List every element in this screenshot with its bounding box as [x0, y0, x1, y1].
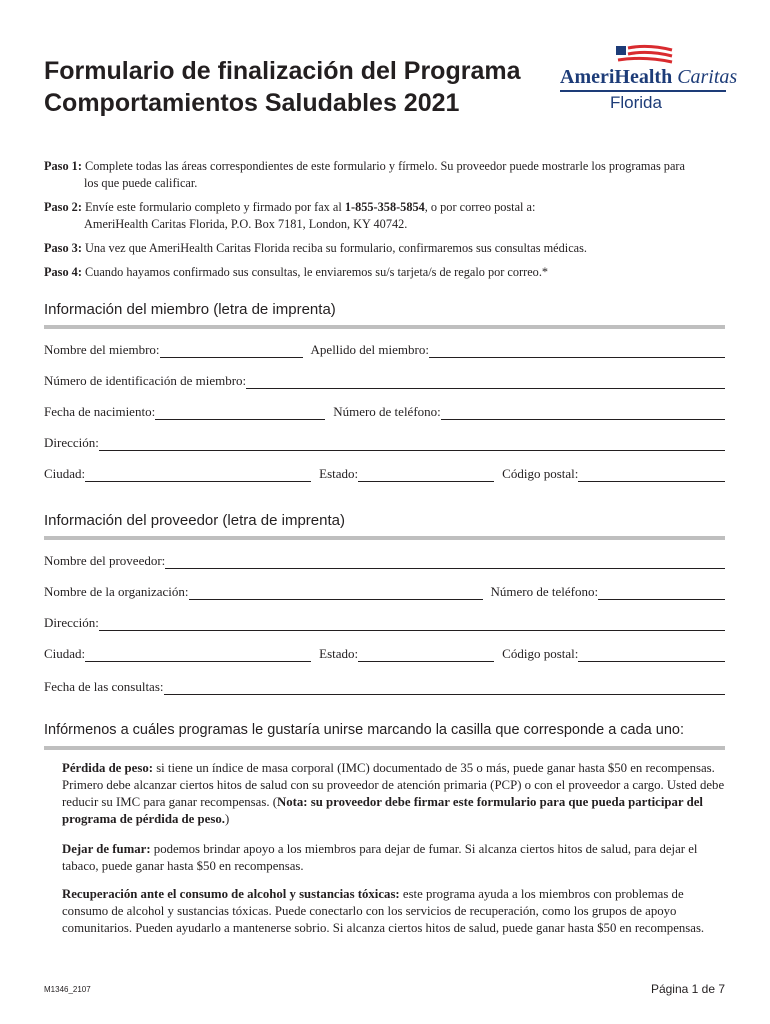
member-phone-field[interactable] [441, 405, 725, 420]
member-city-field[interactable] [85, 467, 311, 482]
provider-section-divider [44, 536, 725, 540]
member-dob-field[interactable] [155, 405, 325, 420]
member-section-divider [44, 325, 725, 329]
program-weight-loss-name: Pérdida de peso: [62, 761, 153, 775]
title-line-2: Comportamientos Saludables 2021 [44, 89, 460, 117]
member-address-field[interactable] [99, 436, 725, 451]
program-recovery-name: Recuperación ante el consumo de alcohol y sustancias tóxicas: [62, 887, 400, 901]
provider-city-row: Ciudad: Estado: Código postal: [44, 642, 725, 662]
member-lastname-field[interactable] [429, 343, 725, 358]
member-zip-field[interactable] [578, 467, 725, 482]
program-substance-recovery[interactable]: Recuperación ante el consumo de alcohol y sustancias tóxicas: este programa ayuda a los miembros con problemas de consumo de alcohol y sustancias tóxicas. Puede conectarlo con los servicios de recuperación, como los grupos de apoyo comunitarios. Pueden ayudarlo a mantenerse sobrio. Si alcanza ciertos hitos de salud, puede ganar hasta $50 en recompensas. [62, 887, 705, 935]
provider-state-field[interactable] [358, 647, 494, 662]
member-state-field[interactable] [358, 467, 494, 482]
logo-brand: AmeriHealth Caritas [560, 66, 738, 88]
page-title [44, 55, 521, 119]
member-city-row: Ciudad: Estado: Código postal: [44, 462, 725, 482]
member-id-row: Número de identificación de miembro: [44, 369, 725, 389]
logo-subtitle: Florida [610, 93, 662, 112]
provider-section-title: Información del proveedor (letra de imprenta) [44, 512, 345, 529]
provider-address-row: Dirección: [44, 611, 725, 631]
provider-dates-row: Fecha de las consultas: [44, 675, 725, 695]
logo-divider [560, 90, 726, 92]
provider-phone-field[interactable] [598, 585, 725, 600]
member-name-row: Nombre del miembro: Apellido del miembro: [44, 338, 725, 358]
step-3: Paso 3: Una vez que AmeriHealth Caritas Florida reciba su formulario, confirmaremos sus consultas médicas. [44, 241, 587, 255]
provider-zip-field[interactable] [578, 647, 725, 662]
member-dob-row: Fecha de nacimiento: Número de teléfono: [44, 400, 725, 420]
page-number: Página 1 de 7 [650, 982, 725, 996]
program-weight-loss[interactable]: Pérdida de peso: si tiene un índice de masa corporal (IMC) documentado de 35 o más, puede ganar hasta $50 en recompensas. Primero debe alcanzar ciertos hitos de salud con su proveedor de atención primaria (PCP) o con el proveedor a cargo. Usted debe reducir su IMC para ganar recompensas. (Nota: su proveedor debe firmar este formulario para que pueda participar del programa de pérdida de peso.) [62, 761, 725, 826]
member-address-row: Dirección: [44, 431, 725, 451]
provider-city-field[interactable] [85, 647, 311, 662]
step-4: Paso 4: Cuando hayamos confirmado sus consultas, le enviaremos su/s tarjeta/s de regalo por correo.* [44, 265, 549, 279]
flag-icon [614, 44, 674, 66]
programs-divider [44, 746, 725, 750]
step-2: Paso 2: Envíe este formulario completo y firmado por fax al 1-855-358-5854, o por correo postal a: AmeriHealth Caritas Florida, P.O. Box 7181, London, KY 40742. [44, 200, 536, 231]
member-section-title: Información del miembro (letra de imprenta) [44, 301, 336, 318]
program-smoking-name: Dejar de fumar: [62, 842, 151, 856]
provider-org-row: Nombre de la organización: Número de teléfono: [44, 580, 725, 600]
member-id-field[interactable] [246, 374, 725, 389]
title-line-1: Formulario de finalización del Programa [44, 57, 521, 85]
member-name-field[interactable] [160, 343, 303, 358]
fax-number: 1-855-358-5854 [344, 200, 425, 214]
program-smoking-cessation[interactable]: Dejar de fumar: podemos brindar apoyo a los miembros para dejar de fumar. Si alcanza ciertos hitos de salud, para dejar el tabaco, puede ganar hasta $50 en recompensas. [62, 842, 698, 873]
provider-name-field[interactable] [165, 554, 725, 569]
provider-org-field[interactable] [189, 585, 483, 600]
program-weight-loss-note: Nota: su proveedor debe firmar este formulario para que pueda participar del programa de pérdida de peso. [62, 795, 703, 826]
form-code: M1346_2107 [44, 985, 91, 994]
provider-dates-field[interactable] [164, 680, 726, 695]
logo [558, 44, 738, 114]
provider-name-row: Nombre del proveedor: [44, 549, 725, 569]
provider-address-field[interactable] [99, 616, 725, 631]
programs-title: Infórmenos a cuáles programas le gustaría unirse marcando la casilla que corresponde a cada uno: [44, 722, 684, 738]
instructions [44, 158, 729, 288]
step-1: Paso 1: Complete todas las áreas correspondientes de este formulario y fírmelo. Su proveedor puede mostrarle los programas para los que puede calificar. [44, 159, 685, 190]
